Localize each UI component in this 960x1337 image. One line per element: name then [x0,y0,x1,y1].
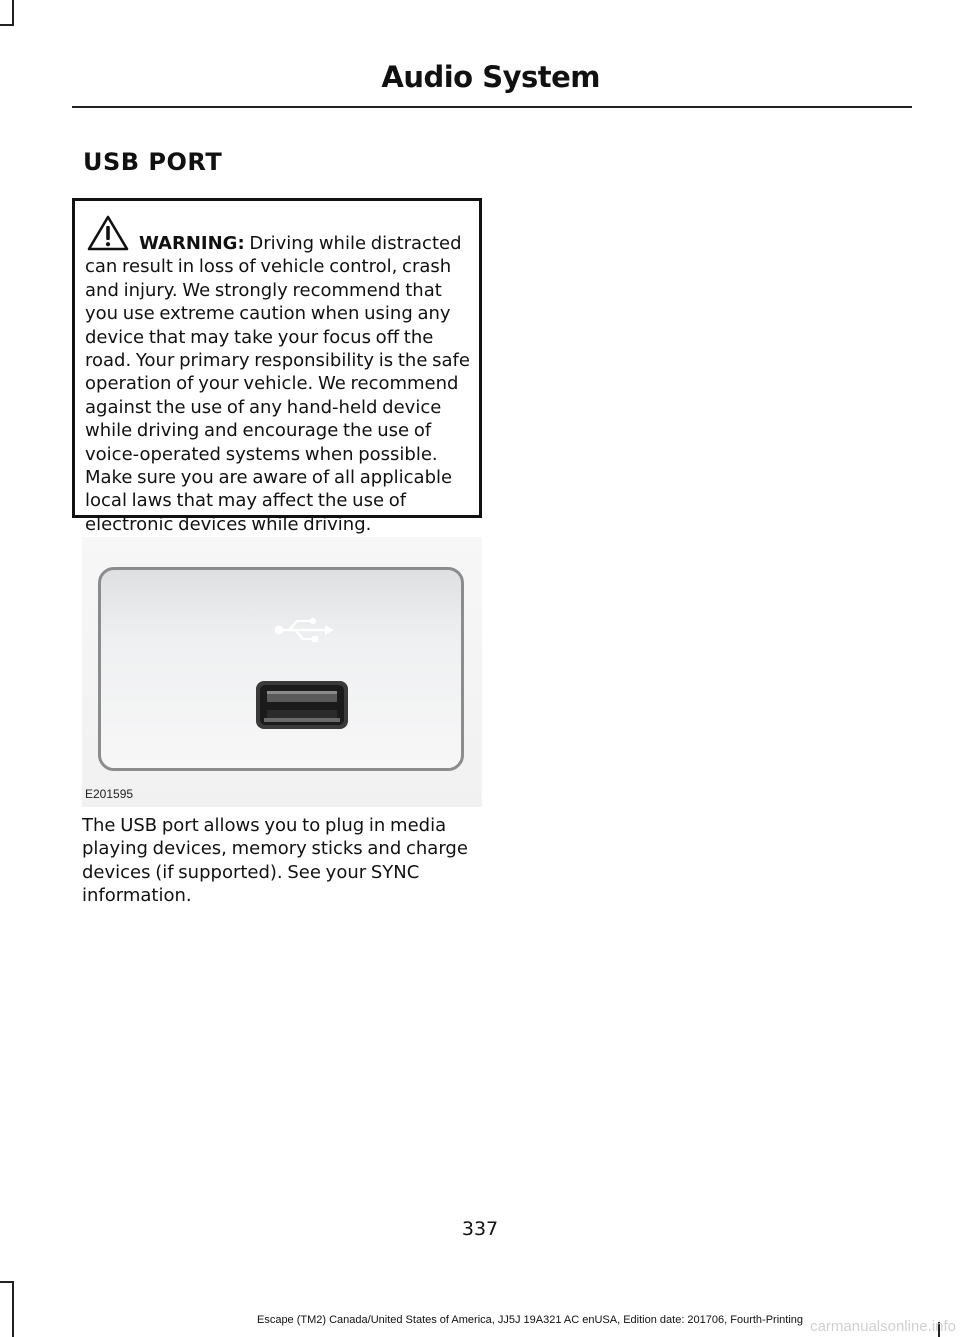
figure-code: E201595 [85,787,134,801]
section-heading: USB PORT [83,148,223,176]
header-divider [72,106,912,108]
page-number: 337 [461,1218,499,1240]
crop-mark-bottom-left-v [12,1281,14,1337]
watermark: carmanualsonline.info [810,1318,956,1335]
usb-icon [273,616,335,644]
crop-mark-top-left-h [0,24,14,26]
warning-label: WARNING: [139,233,245,254]
body-paragraph: The USB port allows you to plug in media playing devices, memory sticks and charge devices (if supported). See your SYNC information. [82,815,468,907]
warning-box [72,198,482,535]
usb-panel [98,567,464,771]
crop-mark-top-left-v [12,0,14,26]
page-header-title: Audio System [381,60,600,94]
warning-body: Driving while distracted can result in loss of vehicle control, crash and injury. We strongly recommend that you use extreme caution when using any device that may take your focus off the road. Your primary responsibility is the safe operation of your vehicle. We recommend against the use of any hand-held device while driving and encourage the use of voice-operated systems when possible. Make sure you are aware of all applicable local laws that may affect the use of electronic devices while driving. [85,233,470,535]
crop-mark-bottom-left-h [0,1281,14,1283]
warning-text [85,232,477,536]
page-footer: Escape (TM2) Canada/United States of America, JJ5J 19A321 AC enUSA, Edition date: 201706, Fourth-Printing [256,1314,804,1326]
usb-socket [255,680,349,730]
usb-port-figure [82,537,482,807]
